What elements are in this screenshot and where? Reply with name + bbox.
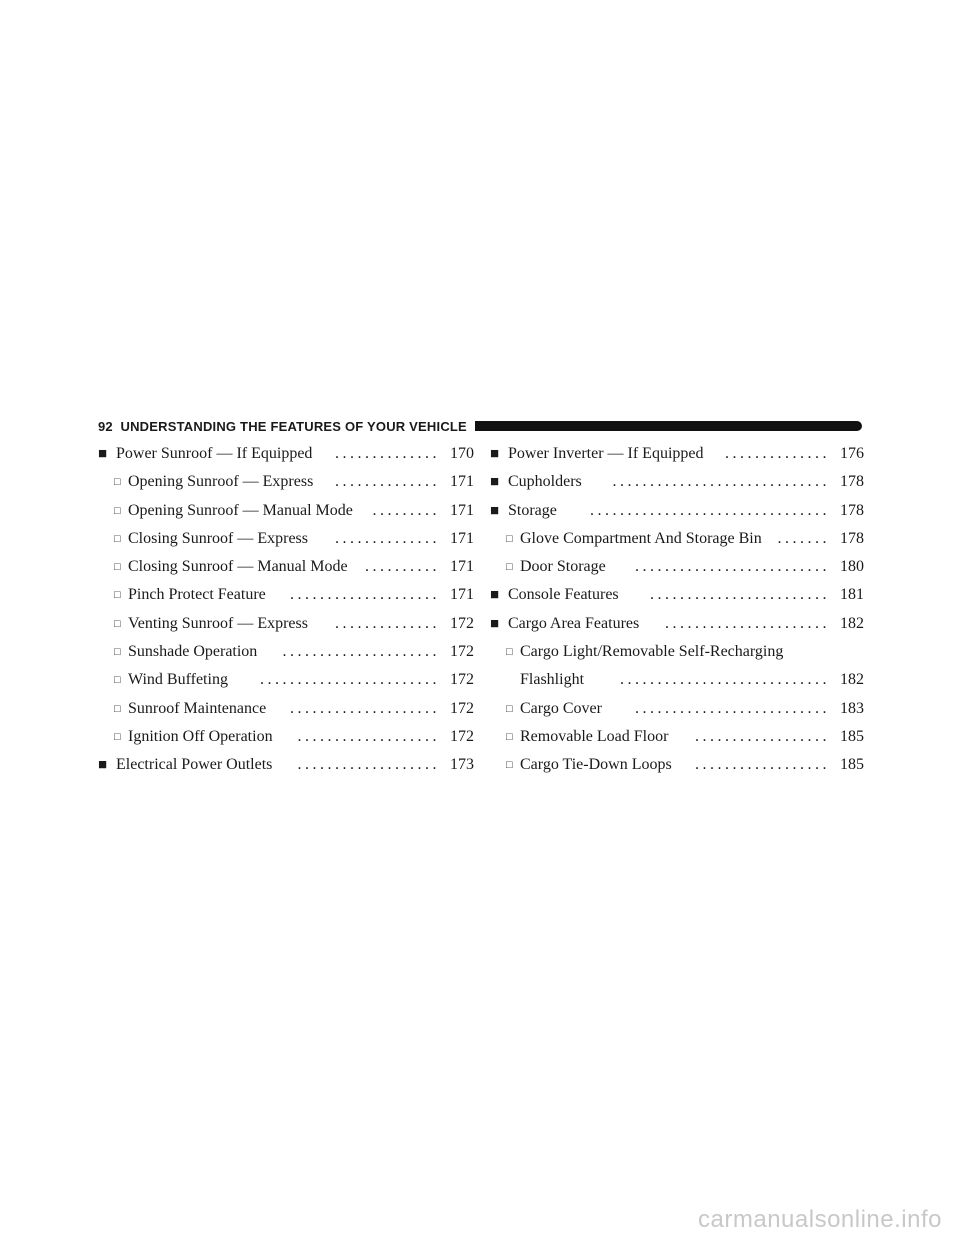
toc-entry-label: Sunshade Operation (128, 643, 258, 661)
dot-leader: .................... (290, 586, 440, 604)
hollow-square-bullet-icon: □ (506, 759, 513, 772)
toc-entry-page-number: 171 (450, 558, 474, 576)
hollow-square-bullet-icon: □ (114, 476, 121, 489)
header-rule-bar (458, 421, 862, 431)
hollow-square-bullet-icon: □ (114, 646, 121, 659)
toc-entry (98, 581, 474, 609)
toc-entry-label: Power Inverter — If Equipped (508, 445, 704, 462)
toc-entry-label: Storage (508, 501, 557, 519)
toc-entry-label: Sunroof Maintenance (128, 699, 267, 717)
dot-leader: ..................... (282, 643, 440, 661)
toc-entry-page-number: 183 (840, 699, 864, 717)
toc-entry (490, 581, 864, 609)
toc-entry-label: Console Features (508, 586, 619, 604)
toc-entry-page-number: 173 (450, 756, 474, 774)
filled-square-bullet-icon: ■ (98, 757, 108, 774)
toc-entry-page-number: 181 (840, 586, 864, 604)
toc-entry-page-number: 172 (450, 727, 474, 745)
dot-leader: ................... (297, 756, 440, 774)
hollow-square-bullet-icon: □ (506, 561, 513, 574)
hollow-square-bullet-icon: □ (114, 589, 121, 602)
toc-entry-page-number: 182 (840, 671, 864, 689)
toc-entry-page-number: 172 (450, 643, 474, 661)
toc-entry (98, 751, 474, 779)
toc-entry-page-number: 171 (450, 586, 474, 604)
dot-leader: ........................ (260, 671, 440, 689)
dot-leader: .............. (335, 445, 440, 462)
toc-entry (98, 497, 474, 525)
filled-square-bullet-icon: ■ (490, 615, 500, 632)
dot-leader: ...................... (665, 614, 830, 632)
toc-entry-label: Venting Sunroof — Express (128, 614, 308, 632)
toc-left-column (98, 440, 474, 780)
toc-entry-label: Ignition Off Operation (128, 727, 273, 745)
dot-leader: ............................ (620, 671, 830, 689)
watermark: carmanualsonline.info (698, 1206, 942, 1233)
toc-entry-page-number: 172 (450, 699, 474, 717)
hollow-square-bullet-icon: □ (506, 646, 513, 659)
toc-entry-label: Removable Load Floor (520, 727, 669, 745)
toc-entry-page-number: 185 (840, 727, 864, 745)
dot-leader: .......... (365, 558, 440, 576)
toc-entry-label: Power Sunroof — If Equipped (116, 445, 313, 462)
dot-leader: ....... (777, 529, 830, 547)
toc-entry-label: Cargo Tie-Down Loops (520, 756, 672, 774)
toc-entry (98, 666, 474, 694)
toc-entry-label: Opening Sunroof — Express (128, 473, 314, 491)
toc-entry-page-number: 182 (840, 614, 864, 632)
hollow-square-bullet-icon: □ (114, 532, 121, 545)
toc-entry-page-number: 180 (840, 558, 864, 576)
toc-entry (490, 468, 864, 496)
header-page-number: 92 (98, 419, 113, 434)
toc-entry (490, 610, 864, 638)
dot-leader: ........................ (650, 586, 830, 604)
hollow-square-bullet-icon: □ (114, 561, 121, 574)
dot-leader: ................................ (590, 501, 830, 519)
toc-entry-label: Cupholders (508, 473, 582, 491)
running-header (98, 418, 862, 436)
dot-leader: .............. (725, 445, 830, 462)
toc-entry-page-number: 176 (840, 445, 864, 462)
toc-entry-label: Pinch Protect Feature (128, 586, 266, 604)
dot-leader: .................. (695, 727, 830, 745)
toc-entry (490, 751, 864, 779)
toc-entry-page-number: 170 (450, 445, 474, 462)
toc-entry-page-number: 178 (840, 501, 864, 519)
hollow-square-bullet-icon: □ (506, 702, 513, 715)
toc-entry (98, 525, 474, 553)
dot-leader: .................... (290, 699, 440, 717)
toc-entry-page-number: 172 (450, 614, 474, 632)
toc-entry (98, 638, 474, 666)
toc-entry-label: Cargo Light/Removable Self-Recharging (520, 643, 784, 661)
toc-entry-label: Cargo Area Features (508, 614, 640, 632)
toc-entry-page-number: 178 (840, 473, 864, 491)
hollow-square-bullet-icon: □ (114, 702, 121, 715)
toc-entry-label: Door Storage (520, 558, 606, 576)
toc-entry (98, 723, 474, 751)
hollow-square-bullet-icon: □ (114, 674, 121, 687)
hollow-square-bullet-icon: □ (114, 617, 121, 630)
toc-entry (490, 440, 864, 468)
toc-entry (98, 440, 474, 468)
toc-entry (490, 497, 864, 525)
hollow-square-bullet-icon: □ (506, 730, 513, 743)
header-text (98, 418, 475, 436)
filled-square-bullet-icon: ■ (490, 587, 500, 604)
toc-entry (98, 695, 474, 723)
toc-entry-label: Closing Sunroof — Manual Mode (128, 558, 348, 576)
toc-entry-label: Closing Sunroof — Express (128, 529, 308, 547)
header-title: UNDERSTANDING THE FEATURES OF YOUR VEHICLE (120, 419, 467, 434)
toc-entry-page-number: 178 (840, 529, 864, 547)
toc-entry-label-continued: Flashlight (520, 671, 585, 689)
dot-leader: ............................. (612, 473, 830, 491)
toc-entry (98, 468, 474, 496)
filled-square-bullet-icon: ■ (490, 474, 500, 491)
hollow-square-bullet-icon: □ (114, 504, 121, 517)
toc-entry-label: Glove Compartment And Storage Bin (520, 529, 762, 547)
filled-square-bullet-icon: ■ (98, 446, 108, 462)
toc-entry (490, 723, 864, 751)
toc-entry-page-number: 171 (450, 501, 474, 519)
filled-square-bullet-icon: ■ (490, 502, 500, 519)
dot-leader: .............. (335, 529, 440, 547)
toc-entry-label: Electrical Power Outlets (116, 756, 273, 774)
dot-leader: .......................... (635, 558, 830, 576)
dot-leader: ................... (297, 727, 440, 745)
hollow-square-bullet-icon: □ (506, 532, 513, 545)
dot-leader: .................. (695, 756, 830, 774)
toc-entry-label: Cargo Cover (520, 699, 602, 717)
hollow-square-bullet-icon: □ (114, 730, 121, 743)
toc-entry-page-number: 172 (450, 671, 474, 689)
toc-entry (98, 553, 474, 581)
toc-entry (490, 638, 864, 695)
toc-entry (490, 553, 864, 581)
toc-entry-page-number: 171 (450, 473, 474, 491)
toc-right-column (490, 440, 864, 780)
toc-entry (490, 525, 864, 553)
dot-leader: ......... (372, 501, 440, 519)
toc-entry-label: Wind Buffeting (128, 671, 228, 689)
toc-entry-page-number: 171 (450, 529, 474, 547)
dot-leader: .......................... (635, 699, 830, 717)
filled-square-bullet-icon: ■ (490, 446, 500, 462)
toc-entry-label: Opening Sunroof — Manual Mode (128, 501, 353, 519)
dot-leader: .............. (335, 614, 440, 632)
toc-entry-page-number: 185 (840, 756, 864, 774)
toc-entry (490, 695, 864, 723)
toc-entry (98, 610, 474, 638)
dot-leader: .............. (335, 473, 440, 491)
